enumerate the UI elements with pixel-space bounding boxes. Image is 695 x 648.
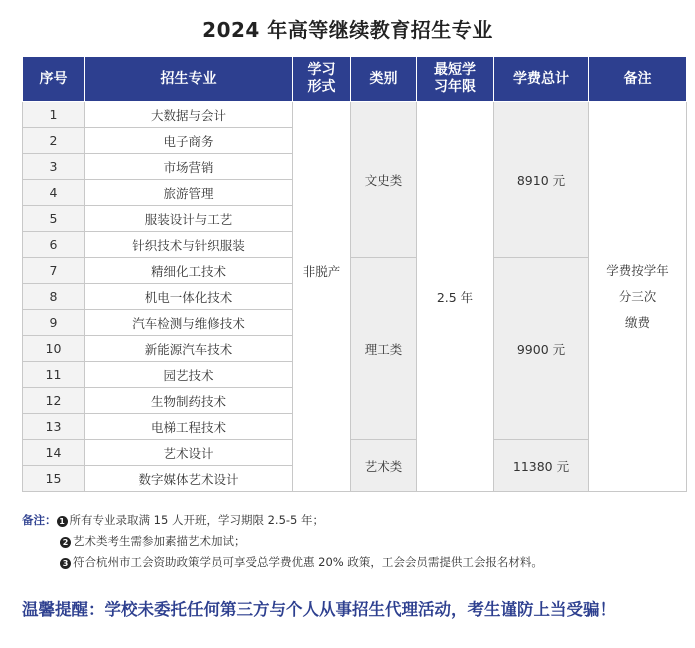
- header-study-mode: [293, 57, 351, 102]
- row-major: 电子商务: [85, 128, 293, 154]
- row-index: 5: [23, 206, 85, 232]
- header-remarks: 备注: [589, 57, 687, 102]
- header-category: 类别: [351, 57, 417, 102]
- header-index: 序号: [23, 57, 85, 102]
- remarks-line2: 分三次: [618, 288, 657, 304]
- row-major: 电梯工程技术: [85, 414, 293, 440]
- tuition-science-engineering: 9900 元: [494, 258, 589, 440]
- tuition-liberal-arts: 8910 元: [494, 102, 589, 258]
- row-index: 8: [23, 284, 85, 310]
- note-text-3: 符合杭州市工会资助政策学员可享受总学费优惠 20% 政策，工会会员需提供工会报名材料。: [73, 555, 543, 569]
- category-arts: 艺术类: [351, 440, 417, 492]
- row-major: 汽车检测与维修技术: [85, 310, 293, 336]
- row-major: 园艺技术: [85, 362, 293, 388]
- note-marker-1: 1: [57, 516, 68, 527]
- header-duration: [417, 57, 494, 102]
- row-index: 4: [23, 180, 85, 206]
- note-text-1: 所有专业录取满 15 人开班，学习期限 2.5-5 年；: [69, 513, 325, 527]
- row-major: 数字媒体艺术设计: [85, 466, 293, 492]
- header-duration-line2: 习年限: [434, 79, 476, 95]
- warning-notice: 温馨提醒：学校未委托任何第三方与个人从事招生代理活动，考生谨防上当受骗！: [22, 600, 616, 619]
- header-major: 招生专业: [85, 57, 293, 102]
- remarks-line3: 缴费: [624, 314, 650, 330]
- row-index: 6: [23, 232, 85, 258]
- row-major: 针织技术与针织服装: [85, 232, 293, 258]
- header-tuition: 学费总计: [494, 57, 589, 102]
- study-mode-cell: 非脱产: [293, 102, 351, 492]
- table-row: [23, 440, 687, 466]
- row-major: 新能源汽车技术: [85, 336, 293, 362]
- duration-cell: 2.5 年: [417, 102, 494, 492]
- page-title: 2024 年高等继续教育招生专业: [202, 18, 493, 42]
- row-index: 14: [23, 440, 85, 466]
- note-item-2: [60, 533, 246, 549]
- remarks-line1: 学费按学年: [606, 262, 669, 278]
- row-index: 1: [23, 102, 85, 128]
- remarks-cell: [589, 102, 687, 492]
- row-index: 11: [23, 362, 85, 388]
- category-science-engineering: 理工类: [351, 258, 417, 440]
- note-item-3: [60, 554, 543, 570]
- note-text-2: 艺术类考生需参加素描艺术加试；: [73, 534, 246, 548]
- row-major: 机电一体化技术: [85, 284, 293, 310]
- notes-label: 备注：: [22, 513, 57, 527]
- row-major: 精细化工技术: [85, 258, 293, 284]
- note-marker-3: 3: [60, 558, 71, 569]
- row-index: 2: [23, 128, 85, 154]
- note-marker-2: 2: [60, 537, 71, 548]
- tuition-arts: 11380 元: [494, 440, 589, 492]
- row-major: 旅游管理: [85, 180, 293, 206]
- row-index: 15: [23, 466, 85, 492]
- table-header-row: [23, 57, 687, 102]
- note-item-1: [22, 512, 324, 528]
- row-index: 10: [23, 336, 85, 362]
- header-duration-line1: 最短学: [434, 62, 476, 78]
- row-index: 7: [23, 258, 85, 284]
- row-index: 12: [23, 388, 85, 414]
- table-row: [23, 102, 687, 128]
- row-major: 艺术设计: [85, 440, 293, 466]
- row-index: 9: [23, 310, 85, 336]
- row-major: 服装设计与工艺: [85, 206, 293, 232]
- header-study-mode-line2: 形式: [307, 79, 336, 95]
- row-major: 生物制药技术: [85, 388, 293, 414]
- row-index: 3: [23, 154, 85, 180]
- row-index: 13: [23, 414, 85, 440]
- category-liberal-arts: 文史类: [351, 102, 417, 258]
- table-row: [23, 258, 687, 284]
- row-major: 市场营销: [85, 154, 293, 180]
- header-study-mode-line1: 学习: [307, 62, 336, 78]
- row-major: 大数据与会计: [85, 102, 293, 128]
- majors-table: [22, 56, 687, 492]
